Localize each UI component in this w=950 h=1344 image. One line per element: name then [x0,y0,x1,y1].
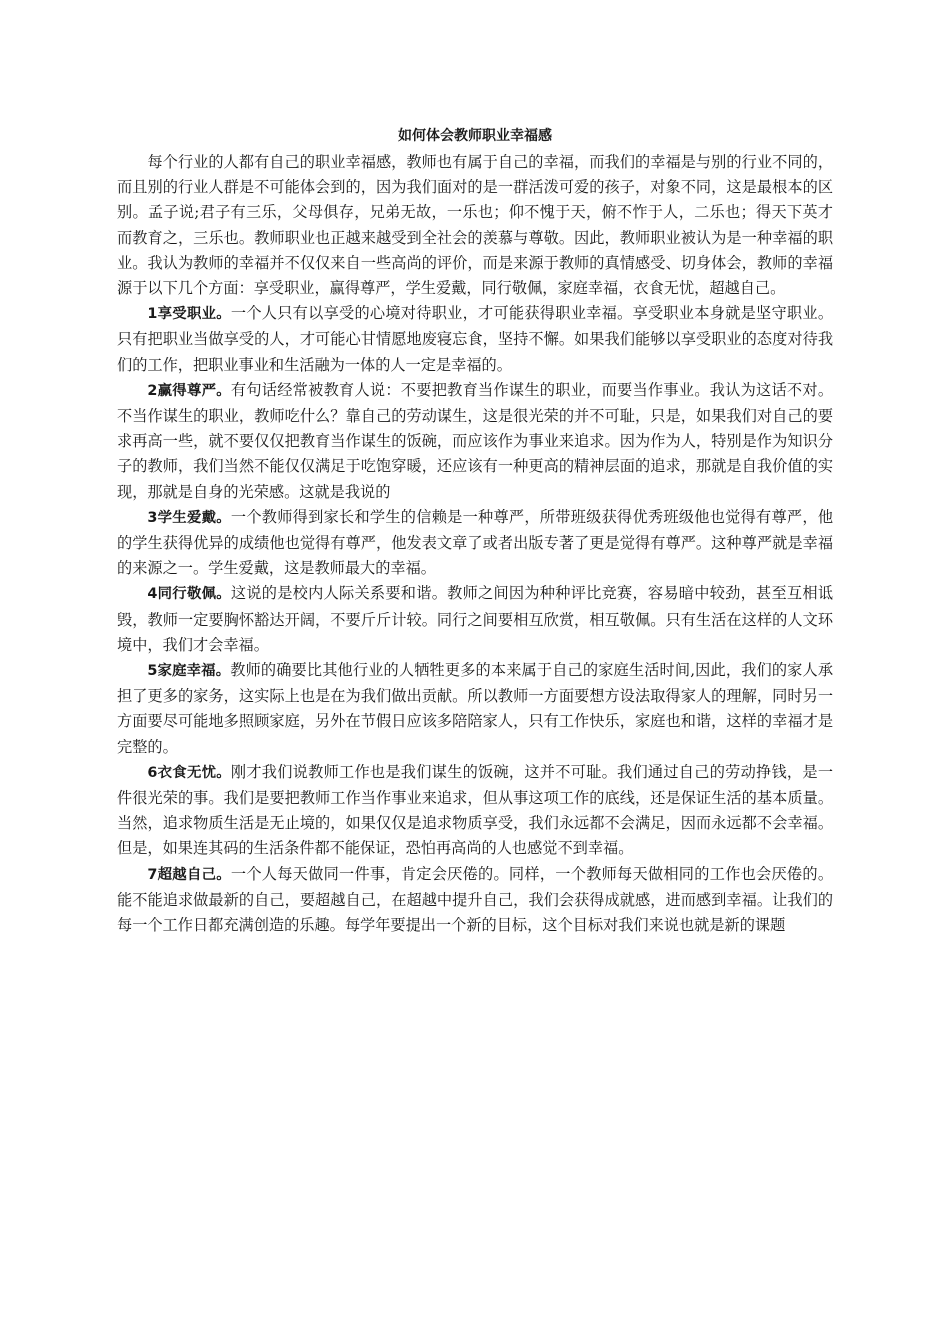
section-2-body: 有句话经常被教育人说：不要把教育当作谋生的职业，而要当作事业。我认为这话不对。不当作谋生的职业，教师吃什么？靠自己的劳动谋生，这是很光荣的并不可耻，只是，如果我们对自己的要求再高一些，就不要仅仅把教育当作谋生的饭碗，而应该作为事业来追求。因为作为人，特别是作为知识分子的教师，我们当然不能仅仅满足于吃饱穿暖，还应该有一种更高的精神层面的追求，那就是自我价值的实现，那就是自身的光荣感。这就是我说的 [117,380,834,501]
section-4 [117,581,833,658]
section-7-heading: 7超越自己。 [147,866,231,883]
section-6 [117,760,833,862]
section-4-heading: 4同行敬佩。 [147,586,231,603]
section-1-heading: 1享受职业。 [147,306,231,323]
section-1-body: 一个人只有以享受的心境对待职业，才可能获得职业幸福。享受职业本身就是坚守职业。只有把职业当做享受的人，才可能心甘情愿地废寝忘食，坚持不懈。如果我们能够以享受职业的态度对待我们的工作，把职业事业和生活融为一体的人一定是幸福的。 [117,304,834,374]
section-3-body: 一个教师得到家长和学生的信赖是一种尊严，所带班级获得优秀班级他也觉得有尊严，他的学生获得优异的成绩他也觉得有尊严，他发表文章了或者出版专著了更是觉得有尊严。这种尊严就是幸福的来源之一。学生爱戴，这是教师最大的幸福。 [117,507,834,578]
section-1 [117,301,833,378]
section-5 [117,658,833,760]
section-7-body: 一个人每天做同一件事，肯定会厌倦的。同样，一个教师每天做相同的工作也会厌倦的。能不能追求做最新的自己，要超越自己，在超越中提升自己，我们会获得成就感，进而感到幸福。让我们的每一个工作日都充满创造的乐趣。每学年要提出一个新的目标，这个目标对我们来说也就是新的课题 [117,864,834,935]
section-6-body: 刚才我们说教师工作也是我们谋生的饭碗，这并不可耻。我们通过自己的劳动挣钱，是一件很光荣的事。我们是要把教师工作当作事业来追求，但从事这项工作的底线，还是保证生活的基本质量。当然，追求物质生活是无止境的，如果仅仅是追求物质享受，我们永远都不会满足，因而永远都不会幸福。但是，如果连其码的生活条件都不能保证，恐怕再高尚的人也感觉不到幸福。 [117,762,834,858]
section-2-heading: 2赢得尊严。 [147,382,231,399]
section-3 [117,505,833,582]
document-page [117,124,833,938]
section-5-heading: 5家庭幸福。 [147,663,231,680]
document-title: 如何体会教师职业幸福感 [398,128,552,144]
section-3-heading: 3学生爱戴。 [147,509,231,526]
intro-paragraph: 每个行业的人都有自己的职业幸福感，教师也有属于自己的幸福，而我们的幸福是与别的行业不同的，而且别的行业人群是不可能体会到的，因为我们面对的是一群活泼可爱的孩子，对象不同，这是最根本的区别。孟子说;君子有三乐，父母俱存，兄弟无故，一乐也；仰不愧于天，俯不怍于人，二乐也；得天下英才而教育之，三乐也。教师职业也正越来越受到全社会的羡慕与尊敬。因此，教师职业被认为是一种幸福的职业。我认为教师的幸福并不仅仅来自一些高尚的评价，而是来源于教师的真情感受、切身体会，教师的幸福源于以下几个方面：享受职业，赢得尊严，学生爱戴，同行敬佩，家庭幸福，衣食无忧，超越自己。 [117,153,833,298]
section-5-body: 教师的确要比其他行业的人牺牲更多的本来属于自己的家庭生活时间,因此，我们的家人承担了更多的家务，这实际上也是在为我们做出贡献。所以教师一方面要想方设法取得家人的理解，同时另一方面要尽可能地多照顾家庭，另外在节假日应该多陪陪家人，只有工作快乐，家庭也和谐，这样的幸福才是完整的。 [117,661,834,756]
section-2 [117,378,833,505]
section-4-body: 这说的是校内人际关系要和谐。教师之间因为种种评比竞赛，容易暗中较劲，甚至互相诋毁，教师一定要胸怀豁达开阔，不要斤斤计较。同行之间要相互欣赏，相互敬佩。只有生活在这样的人文环境中，我们才会幸福。 [117,584,834,654]
section-6-heading: 6衣食无忧。 [147,764,231,781]
section-7 [117,862,833,939]
